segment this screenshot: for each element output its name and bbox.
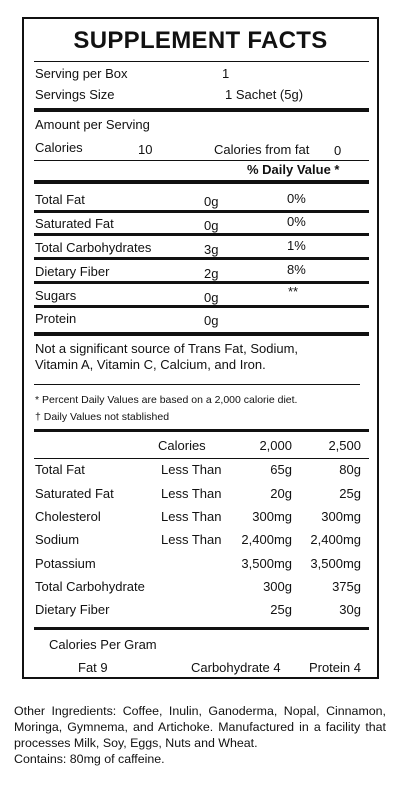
reference-row-2000: 3,500mg	[241, 556, 292, 571]
reference-header-2500: 2,500	[328, 438, 361, 453]
reference-row-2000: 25g	[270, 602, 292, 617]
supplement-facts-panel	[22, 17, 379, 679]
nutrient-name-sugars: Sugars	[35, 288, 77, 303]
reference-row-name: Potassium	[35, 556, 96, 571]
calories-from-fat-label: Calories from fat	[214, 142, 310, 157]
nutrient-dv-total-fat: 0%	[287, 191, 306, 206]
nutrient-dv-saturated-fat: 0%	[287, 214, 306, 229]
reference-row-2000: 20g	[270, 486, 292, 501]
reference-header-calories: Calories	[158, 438, 206, 453]
footnote-divider	[34, 429, 369, 432]
calories-label: Calories	[35, 140, 83, 155]
reference-row-2500: 375g	[332, 579, 361, 594]
reference-row-2000: 300mg	[252, 509, 292, 524]
footnote-percent: * Percent Daily Values are based on a 2,000 calorie diet.	[35, 394, 298, 406]
serving-per-box-label: Serving per Box	[35, 66, 128, 81]
reference-row-name: Saturated Fat	[35, 486, 114, 501]
reference-row-name: Total Fat	[35, 462, 85, 477]
nutrient-divider	[34, 233, 369, 236]
daily-value-divider	[34, 180, 369, 184]
servings-size-label: Servings Size	[35, 87, 115, 102]
reference-header-2000: 2,000	[259, 438, 292, 453]
panel-title: SUPPLEMENT FACTS	[73, 27, 328, 54]
reference-row-name: Dietary Fiber	[35, 602, 110, 617]
nutrient-name-total-fat: Total Fat	[35, 192, 85, 207]
nutrient-divider	[34, 281, 369, 284]
daily-value-header: % Daily Value *	[247, 162, 340, 177]
reference-row-2000: 2,400mg	[241, 532, 292, 547]
serving-divider	[34, 108, 369, 112]
calories-from-fat-value: 0	[334, 143, 342, 158]
reference-row-name: Cholesterol	[35, 509, 101, 524]
nutrient-dv-dietary-fiber: 8%	[287, 262, 306, 277]
reference-row-2500: 30g	[339, 602, 361, 617]
nutrient-amount-total-fat: 0g	[204, 194, 219, 209]
reference-row-name: Sodium	[35, 532, 80, 547]
reference-divider	[34, 627, 369, 630]
reference-row-limit: Less Than	[161, 462, 222, 477]
title-divider	[34, 61, 369, 62]
calories-per-gram-carbohydrate: Carbohydrate 4	[191, 660, 281, 675]
servings-size-value: 1 Sachet (5g)	[225, 87, 304, 102]
reference-row-name: Total Carbohydrate	[35, 579, 145, 594]
nutrient-name-total-carbohydrates: Total Carbohydrates	[35, 240, 152, 255]
nutrient-dv-total-carbohydrates: 1%	[287, 238, 306, 253]
calories-value: 10	[138, 142, 153, 157]
nutrient-amount-dietary-fiber: 2g	[204, 266, 219, 281]
nutrient-divider	[34, 257, 369, 260]
nutrient-amount-sugars: 0g	[204, 290, 219, 305]
nutrient-amount-saturated-fat: 0g	[204, 218, 219, 233]
statement-divider	[34, 384, 360, 385]
serving-per-box-value: 1	[222, 66, 230, 81]
reference-row-2500: 300mg	[321, 509, 361, 524]
calories-per-gram: Calories Per Gram	[49, 637, 157, 652]
reference-row-2500: 2,400mg	[310, 532, 361, 547]
reference-row-2500: 25g	[339, 486, 361, 501]
reference-row-limit: Less Than	[161, 486, 222, 501]
not-significant-line-2: Vitamin A, Vitamin C, Calcium, and Iron.	[35, 357, 266, 372]
reference-header-divider	[34, 458, 369, 459]
footer-text	[14, 703, 386, 767]
not-significant-line-1: Not a significant source of Trans Fat, Sodium,	[35, 341, 299, 356]
reference-row-limit: Less Than	[161, 509, 222, 524]
reference-row-2000: 300g	[263, 579, 292, 594]
amount-per-serving: Amount per Serving	[35, 117, 150, 132]
footnote-dagger: † Daily Values not stablished	[35, 411, 170, 423]
nutrient-name-saturated-fat: Saturated Fat	[35, 216, 114, 231]
protein-divider	[34, 332, 369, 336]
nutrient-divider	[34, 210, 369, 213]
nutrient-amount-protein: 0g	[204, 313, 219, 328]
calories-per-gram-protein: Protein 4	[308, 660, 361, 675]
ingredients-text: Other Ingredients: Coffee, Inulin, Ganoderma, Nopal, Cinnamon, Moringa, Gymnema, and Artichoke. Manufactured in a facility that processes Milk, Soy, Eggs, Nuts and Wheat.	[14, 704, 386, 750]
nutrient-name-protein: Protein	[35, 311, 77, 326]
nutrient-name-dietary-fiber: Dietary Fiber	[35, 264, 110, 279]
nutrient-amount-total-carbohydrates: 3g	[204, 242, 219, 257]
calories-divider	[34, 160, 369, 161]
reference-row-2500: 3,500mg	[310, 556, 361, 571]
caffeine-text: Contains: 80mg of caffeine.	[14, 752, 165, 766]
calories-per-gram-fat: Fat 9	[78, 660, 108, 675]
reference-row-2000: 65g	[270, 462, 292, 477]
nutrient-divider	[34, 305, 369, 308]
nutrient-dv-sugars: **	[288, 284, 299, 299]
reference-row-limit: Less Than	[161, 532, 222, 547]
reference-row-2500: 80g	[339, 462, 361, 477]
